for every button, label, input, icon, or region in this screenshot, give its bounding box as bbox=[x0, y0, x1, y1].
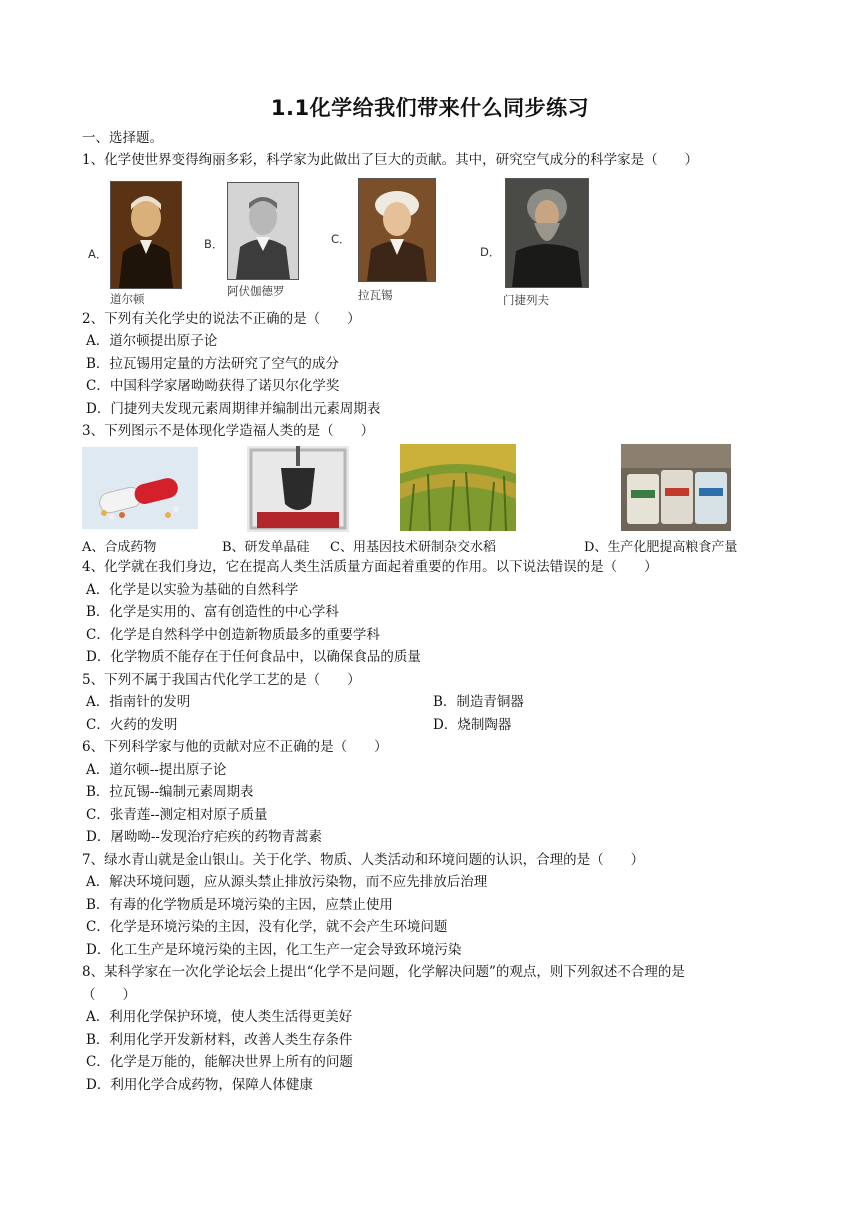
question-8-stem-continuation: （ ） bbox=[82, 987, 136, 1003]
q2-option-c: C．中国科学家屠呦呦获得了诺贝尔化学奖 bbox=[86, 378, 340, 394]
q1-option-c-letter: C． bbox=[331, 232, 351, 246]
q2-option-a: A．道尔顿提出原子论 bbox=[86, 333, 218, 349]
mendeleev-portrait bbox=[505, 178, 589, 288]
question-3-stem: 3、下列图示不是体现化学造福人类的是（ ） bbox=[82, 423, 375, 439]
lavoisier-portrait bbox=[358, 178, 436, 282]
question-2-stem: 2、下列有关化学史的说法不正确的是（ ） bbox=[82, 311, 361, 327]
fertilizer-sacks-photo bbox=[621, 444, 731, 531]
question-6-stem: 6、下列科学家与他的贡献对应不正确的是（ ） bbox=[82, 739, 388, 755]
q6-option-c: C．张青莲--测定相对原子质量 bbox=[86, 807, 268, 823]
q5-option-a: A．指南针的发明 bbox=[86, 694, 191, 710]
q8-option-d: D．利用化学合成药物，保障人体健康 bbox=[86, 1077, 313, 1093]
q6-option-b: B．拉瓦锡--编制元素周期表 bbox=[86, 784, 254, 800]
q3-caption-b: B、研发单晶硅 bbox=[222, 540, 310, 555]
avogadro-portrait bbox=[227, 182, 299, 280]
q1-name-mendeleev: 门捷列夫 bbox=[503, 293, 549, 307]
q6-option-a: A．道尔顿--提出原子论 bbox=[86, 762, 227, 778]
q3-caption-a: A、合成药物 bbox=[82, 540, 157, 555]
q5-option-d: D．烧制陶器 bbox=[433, 717, 512, 733]
q7-option-a: A．解决环境问题，应从源头禁止排放污染物，而不应先排放后治理 bbox=[86, 874, 488, 890]
q1-option-b-letter: B． bbox=[204, 237, 224, 251]
q5-option-c: C．火药的发明 bbox=[86, 717, 178, 733]
question-5-stem: 5、下列不属于我国古代化学工艺的是（ ） bbox=[82, 672, 361, 688]
q1-option-d-letter: D． bbox=[480, 245, 501, 259]
q1-name-avogadro: 阿伏伽德罗 bbox=[227, 284, 285, 298]
question-1-stem: 1、化学使世界变得绚丽多彩，科学家为此做出了巨大的贡献。其中，研究空气成分的科学家是（ ） bbox=[82, 152, 699, 168]
question-4-stem: 4、化学就在我们身边，它在提高人类生活质量方面起着重要的作用。以下说法错误的是（ ） bbox=[82, 559, 658, 575]
dalton-portrait bbox=[110, 181, 182, 289]
question-7-stem: 7、绿水青山就是金山银山。关于化学、物质、人类活动和环境问题的认识，合理的是（ ） bbox=[82, 852, 645, 868]
q4-option-d: D．化学物质不能存在于任何食品中，以确保食品的质量 bbox=[86, 649, 421, 665]
q4-option-a: A．化学是以实验为基础的自然科学 bbox=[86, 582, 299, 598]
q2-option-b: B．拉瓦锡用定量的方法研究了空气的成分 bbox=[86, 356, 339, 372]
q8-option-b: B．利用化学开发新材料，改善人类生存条件 bbox=[86, 1032, 353, 1048]
pills-photo bbox=[82, 447, 198, 529]
q4-option-b: B．化学是实用的、富有创造性的中心学科 bbox=[86, 604, 339, 620]
q3-caption-d: D、生产化肥提高粮食产量 bbox=[584, 540, 738, 555]
q2-option-d: D．门捷列夫发现元素周期律并编制出元素周期表 bbox=[86, 401, 381, 417]
q6-option-d: D．屠呦呦--发现治疗疟疾的药物青蒿素 bbox=[86, 829, 322, 845]
q1-name-lavoisier: 拉瓦锡 bbox=[358, 288, 393, 302]
question-8-stem: 8、某科学家在一次化学论坛会上提出“化学不是问题，化学解决问题”的观点，则下列叙述不合理的是 bbox=[82, 964, 685, 980]
q4-option-c: C．化学是自然科学中创造新物质最多的重要学科 bbox=[86, 627, 380, 643]
section-heading: 一、选择题。 bbox=[82, 130, 163, 146]
q1-option-a-letter: A． bbox=[88, 247, 108, 261]
q1-name-dalton: 道尔顿 bbox=[110, 292, 145, 306]
monocrystal-silicon-photo bbox=[247, 446, 349, 532]
q7-option-c: C．化学是环境污染的主因，没有化学，就不会产生环境问题 bbox=[86, 919, 448, 935]
q8-option-a: A．利用化学保护环境，使人类生活得更美好 bbox=[86, 1009, 353, 1025]
q7-option-b: B．有毒的化学物质是环境污染的主因，应禁止使用 bbox=[86, 897, 393, 913]
q3-caption-c: C、用基因技术研制杂交水稻 bbox=[330, 540, 496, 555]
q5-option-b: B．制造青铜器 bbox=[433, 694, 524, 710]
q8-option-c: C．化学是万能的，能解决世界上所有的问题 bbox=[86, 1054, 353, 1070]
page-title: 1.1化学给我们带来什么同步练习 bbox=[270, 96, 590, 120]
q7-option-d: D．化工生产是环境污染的主因，化工生产一定会导致环境污染 bbox=[86, 942, 462, 958]
hybrid-rice-photo bbox=[400, 444, 516, 531]
